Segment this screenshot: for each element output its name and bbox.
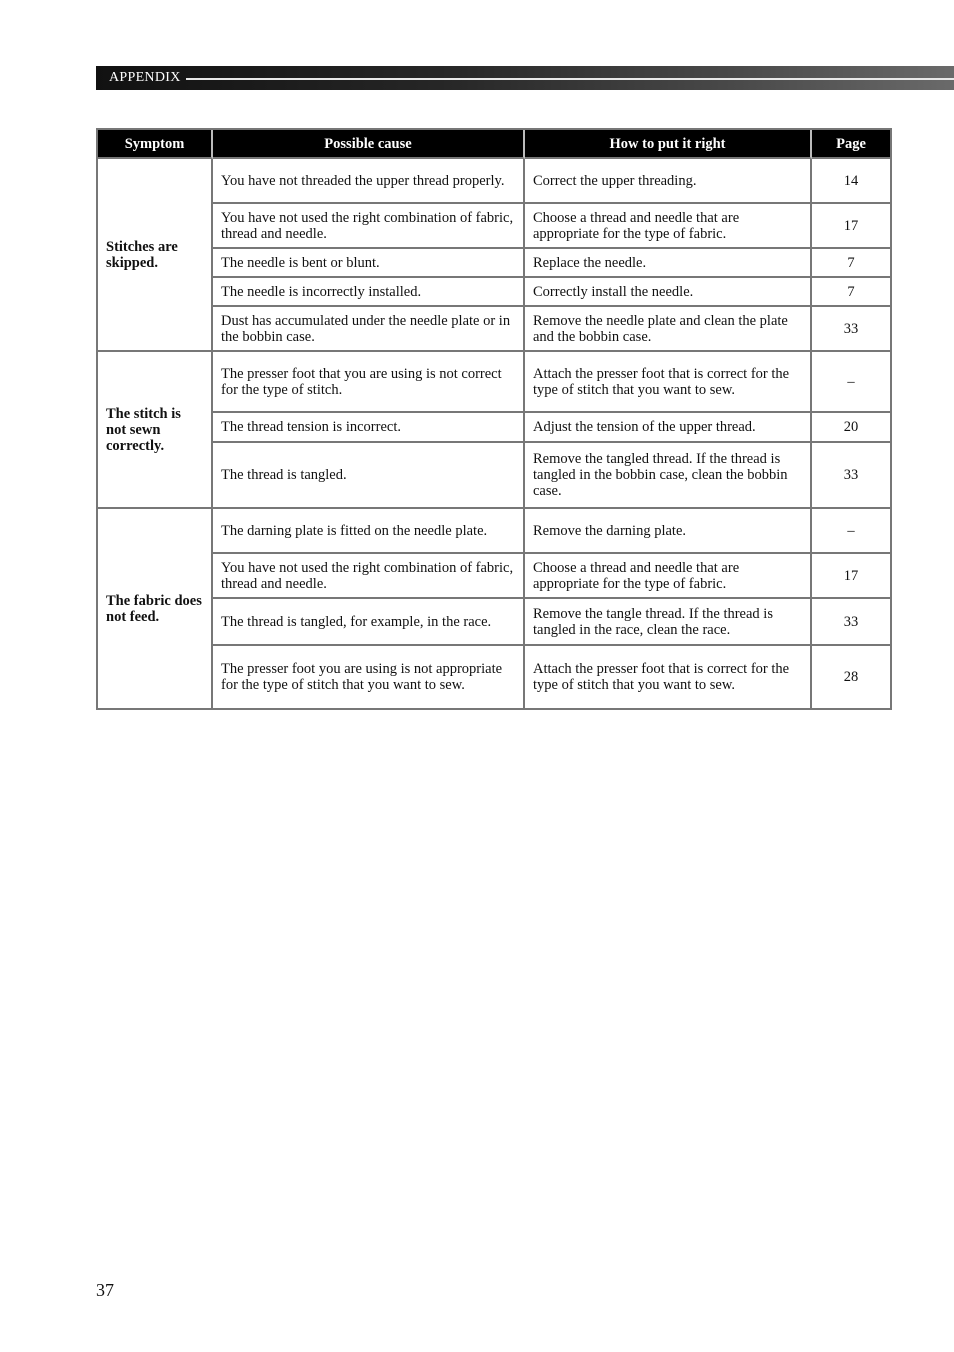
cause-cell: The needle is bent or blunt.	[213, 249, 525, 278]
table-row	[98, 599, 892, 646]
symptom-cell: Stitches are skipped.	[98, 159, 213, 352]
table-row	[98, 352, 892, 413]
table-row	[98, 159, 892, 204]
cause-cell: The thread is tangled, for example, in the race.	[213, 599, 525, 646]
fix-cell: Remove the tangled thread. If the thread is tangled in the bobbin case, clean the bobbin case.	[525, 443, 812, 509]
fix-cell: Correctly install the needle.	[525, 278, 812, 307]
table-row	[98, 204, 892, 249]
cause-cell: The presser foot that you are using is not correct for the type of stitch.	[213, 352, 525, 413]
table-header-row	[98, 130, 892, 159]
section-label: APPENDIX	[109, 70, 181, 85]
section-header-bar	[96, 66, 954, 90]
page-cell: 33	[812, 443, 892, 509]
troubleshooting-table	[96, 128, 892, 710]
table-row	[98, 443, 892, 509]
fix-cell: Replace the needle.	[525, 249, 812, 278]
table-row	[98, 278, 892, 307]
symptom-cell: The fabric does not feed.	[98, 509, 213, 710]
table-row	[98, 509, 892, 554]
table-row	[98, 413, 892, 443]
page-cell: –	[812, 509, 892, 554]
page-number: 37	[96, 1280, 114, 1300]
fix-cell: Choose a thread and needle that are appropriate for the type of fabric.	[525, 554, 812, 599]
page-cell: –	[812, 352, 892, 413]
cause-cell: The thread is tangled.	[213, 443, 525, 509]
fix-cell: Attach the presser foot that is correct for the type of stitch that you want to sew.	[525, 646, 812, 710]
page-cell: 33	[812, 599, 892, 646]
cause-cell: The needle is incorrectly installed.	[213, 278, 525, 307]
cause-cell: You have not used the right combination of fabric, thread and needle.	[213, 554, 525, 599]
table-row	[98, 646, 892, 710]
fix-cell: Choose a thread and needle that are appropriate for the type of fabric.	[525, 204, 812, 249]
fix-cell: Correct the upper threading.	[525, 159, 812, 204]
cause-cell: You have not used the right combination of fabric, thread and needle.	[213, 204, 525, 249]
fix-cell: Remove the darning plate.	[525, 509, 812, 554]
page-cell: 7	[812, 249, 892, 278]
column-header-symptom: Symptom	[98, 130, 213, 159]
page-cell: 17	[812, 204, 892, 249]
page-cell: 33	[812, 307, 892, 352]
table-row	[98, 307, 892, 352]
table-row	[98, 249, 892, 278]
page-cell: 14	[812, 159, 892, 204]
column-header-fix: How to put it right	[525, 130, 812, 159]
column-header-cause: Possible cause	[213, 130, 525, 159]
page-cell: 20	[812, 413, 892, 443]
column-header-page: Page	[812, 130, 892, 159]
cause-cell: The darning plate is fitted on the needle plate.	[213, 509, 525, 554]
cause-cell: The presser foot you are using is not appropriate for the type of stitch that you want to sew.	[213, 646, 525, 710]
header-rule	[186, 78, 954, 80]
cause-cell: You have not threaded the upper thread properly.	[213, 159, 525, 204]
page-cell: 28	[812, 646, 892, 710]
table-row	[98, 554, 892, 599]
fix-cell: Adjust the tension of the upper thread.	[525, 413, 812, 443]
cause-cell: The thread tension is incorrect.	[213, 413, 525, 443]
fix-cell: Attach the presser foot that is correct for the type of stitch that you want to sew.	[525, 352, 812, 413]
page-cell: 7	[812, 278, 892, 307]
page-cell: 17	[812, 554, 892, 599]
fix-cell: Remove the needle plate and clean the plate and the bobbin case.	[525, 307, 812, 352]
fix-cell: Remove the tangle thread. If the thread is tangled in the race, clean the race.	[525, 599, 812, 646]
cause-cell: Dust has accumulated under the needle plate or in the bobbin case.	[213, 307, 525, 352]
symptom-cell: The stitch is not sewn correctly.	[98, 352, 213, 509]
